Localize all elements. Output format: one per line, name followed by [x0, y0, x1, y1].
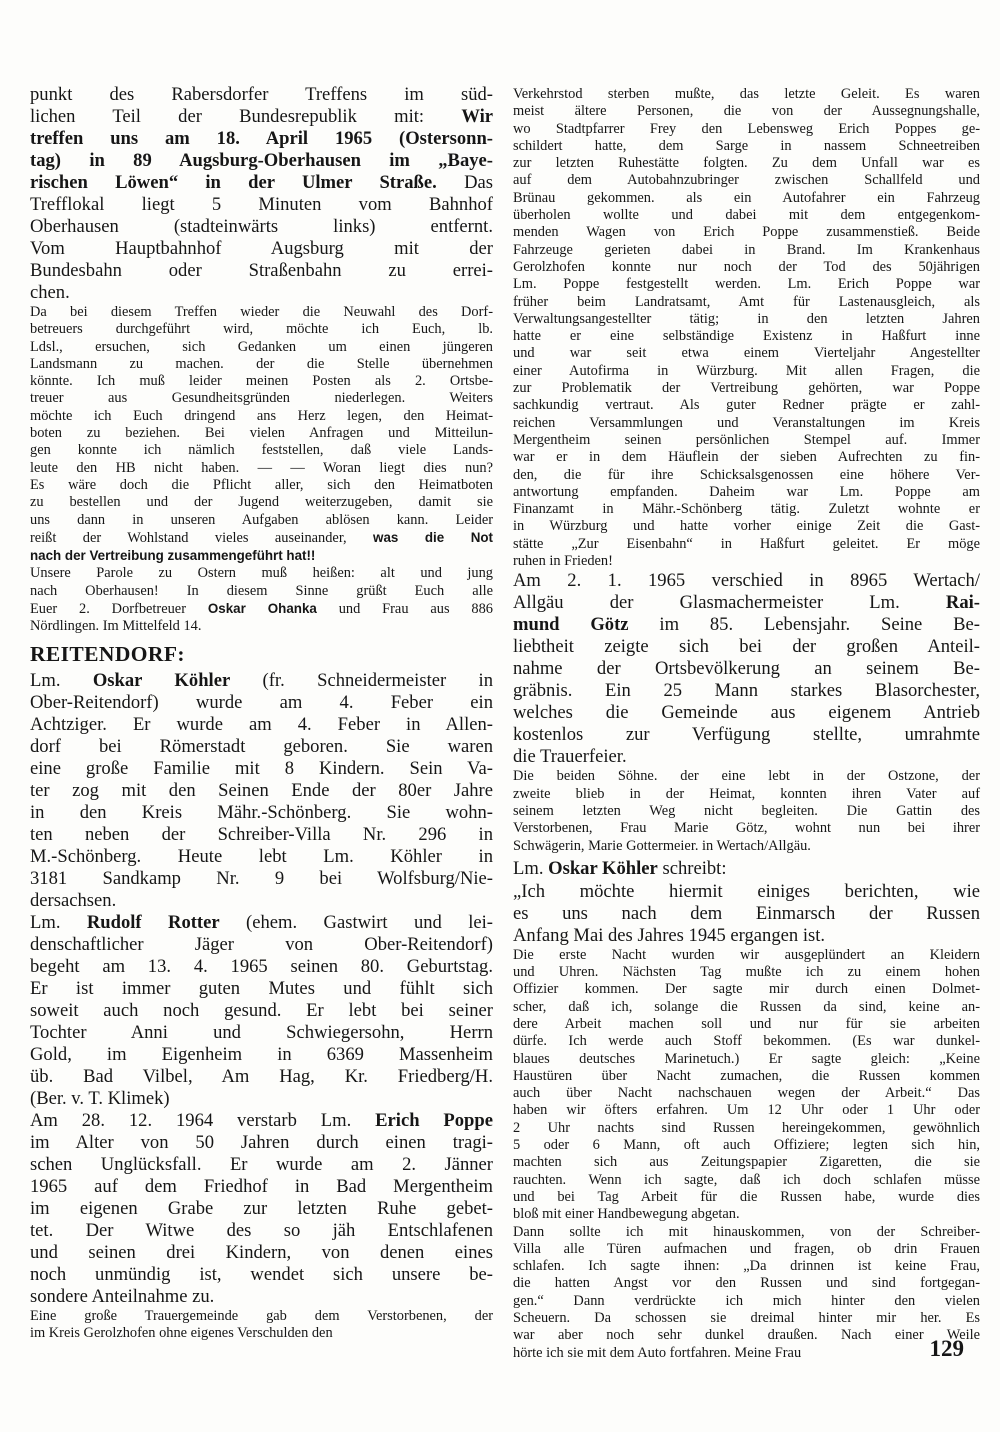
- text-run: reißt der Wohlstand vieles auseinander,: [30, 529, 374, 546]
- text-line: [513, 432, 980, 449]
- text-line: [513, 311, 980, 328]
- text-run: Gerolzhofen konnte nur noch der Tod des 50jährigen: [513, 258, 980, 275]
- text-line: [513, 1137, 980, 1154]
- text-run: 2 Uhr nachts sind Russen hereingekommen, gewöhnlich: [513, 1119, 980, 1136]
- text-run: auf dem Autobahnzubringer zwischen Schallfeld und: [513, 172, 980, 189]
- left-column: [30, 84, 493, 1342]
- text-run: Scheuern. Da schossen sie dreimal hinter mir her. Es: [513, 1310, 980, 1327]
- text-line: [513, 553, 980, 570]
- text-line: [30, 477, 493, 494]
- text-line: [513, 592, 980, 614]
- text-run: war aber noch sehr dunkel draußen. Nach einer Weile: [513, 1327, 980, 1344]
- text-run: bloß mit einer Handbewegung abgetan.: [513, 1206, 740, 1223]
- text-run: den, die für ihre Schicksalsgenossen eine höhere Ver-: [513, 466, 980, 483]
- text-line: [513, 1120, 980, 1137]
- text-run: Finanzamt in Mähr.-Schönberg tätig. Zuletzt wohnte er: [513, 501, 980, 518]
- text-run: Haustüren über Nacht zumachen, die Russen kommen: [513, 1067, 980, 1084]
- text-line: [30, 547, 493, 565]
- text-run: schreibt:: [657, 857, 727, 879]
- bold-text: mund Götz: [513, 614, 629, 636]
- section-heading: REITENDORF:: [30, 641, 185, 666]
- text-run: zweite blieb in der Heimat, konnten ihren Vater auf: [513, 785, 980, 802]
- text-line: [30, 106, 493, 128]
- text-line: [30, 956, 493, 978]
- text-run: (Ber. v. T. Klimek): [30, 1087, 170, 1109]
- text-run: Ldsl., ersuchen, sich Gedanken um einen jüngeren: [30, 338, 493, 355]
- paragraph: [30, 1308, 493, 1343]
- bold-text: Rudolf Rotter: [86, 911, 220, 933]
- text-line: [30, 194, 493, 216]
- text-line: [30, 339, 493, 356]
- text-line: [513, 172, 980, 189]
- text-run: gräbnis. Ein 25 Mann starkes Blasorchester,: [513, 680, 980, 702]
- page-number: 129: [929, 1336, 964, 1361]
- text-line: [30, 1044, 493, 1066]
- text-line: [30, 758, 493, 780]
- text-run: Die erste Nacht wurden wir ausgeplündert an Kleidern: [513, 946, 980, 963]
- text-run: im eigenen Grabe zur letzten Ruhe gebet-: [30, 1197, 493, 1219]
- text-line: [513, 501, 980, 518]
- text-line: [513, 467, 980, 484]
- paragraph: [30, 565, 493, 635]
- text-line: [30, 670, 493, 692]
- text-line: [513, 155, 980, 172]
- text-run: Ober-Reitendorf) wurde am 4. Feber ein: [30, 691, 493, 713]
- text-run: sachkundig vertraut. Als guter Redner prägte er zahl-: [513, 397, 980, 414]
- paragraph: [30, 670, 493, 912]
- text-run: Villa alle Türen aufmachen und fragen, ob drin Frauen: [513, 1240, 980, 1257]
- text-line: [513, 857, 980, 881]
- text-run: hatte er eine selbständige Existenz in Haßfurt inne: [513, 328, 980, 345]
- text-line: [513, 1224, 980, 1241]
- text-line: [30, 802, 493, 824]
- text-line: [30, 1110, 493, 1132]
- text-line: [30, 934, 493, 956]
- text-run: es uns nach dem Einmarsch der Russen: [513, 902, 980, 924]
- text-line: [30, 890, 493, 912]
- text-run: Gold, im Eigenheim in 6369 Massenheim: [30, 1043, 493, 1065]
- text-line: [30, 1198, 493, 1220]
- text-line: [30, 692, 493, 714]
- text-run: (ehem. Gastwirt und lei-: [219, 911, 493, 933]
- text-run: gen konnte ich nämlich feststellen, daß viele Lands-: [30, 442, 493, 459]
- text-run: ruhen in Frieden!: [513, 553, 613, 570]
- text-line: [513, 1102, 980, 1119]
- text-run: „Ich möchte hiermit einiges berichten, wie: [513, 880, 980, 902]
- bold-text: treffen uns am 18. April 1965 (Ostersonn-: [30, 128, 493, 149]
- text-run: scher, daß ich, solange die Russen da sind, keine an-: [513, 998, 980, 1015]
- text-line: [513, 484, 980, 501]
- text-line: [513, 746, 980, 768]
- text-run: tet. Der Witwe des so jäh Entschlafenen: [30, 1219, 493, 1241]
- text-line: [30, 846, 493, 868]
- text-line: [513, 536, 980, 553]
- text-run: dürfe. Ich werde auch Stoff bekommen. (Es war dunkel-: [513, 1033, 980, 1050]
- text-line: [30, 304, 493, 321]
- text-line: [30, 565, 493, 582]
- text-run: Unsere Parole zu Ostern muß heißen: alt und jung: [30, 565, 493, 582]
- bold-text: Erich Poppe: [375, 1109, 493, 1131]
- text-line: [30, 1154, 493, 1176]
- paragraph: [513, 857, 980, 881]
- text-run: und Uhren. Nächsten Tag mußte ich zu einem hohen: [513, 964, 980, 981]
- text-run: auch über Nacht nachschauen wegen der Arbeit.“ Das: [513, 1085, 980, 1102]
- text-line: [30, 373, 493, 390]
- text-run: Am 2. 1. 1965 verschied in 8965 Wertach/: [513, 570, 980, 592]
- text-line: [513, 294, 980, 311]
- bold-text: Wir: [461, 106, 493, 127]
- text-line: [513, 103, 980, 120]
- text-run: die hatten Angst vor den Russen und sind fortgegan-: [513, 1275, 980, 1292]
- text-run: in Würzburg und hatte vorher einige Zeit die Gast-: [513, 518, 980, 535]
- text-run: war er in dem Häuflein der sieben Aufrechten zu fin-: [513, 449, 980, 466]
- text-run: im Kreis Gerolzhofen ohne eigenes Verschulden den: [30, 1324, 333, 1341]
- text-run: Lm.: [30, 911, 87, 933]
- text-run: dersachsen.: [30, 889, 117, 911]
- text-line: [30, 408, 493, 425]
- text-line: [513, 820, 980, 837]
- text-run: zur Problematik der Vertreibung gehörten, war Poppe: [513, 380, 980, 397]
- text-line: [30, 216, 493, 238]
- text-line: [513, 786, 980, 803]
- text-line: [513, 1310, 980, 1327]
- text-line: [513, 259, 980, 276]
- text-line: [513, 86, 980, 103]
- text-line: [30, 172, 493, 194]
- text-line: [513, 1172, 980, 1189]
- text-run: zur letzten Ruhestätte folgten. Zu dem Unfall war es: [513, 155, 980, 172]
- text-line: [513, 1085, 980, 1102]
- text-line: [513, 224, 980, 241]
- text-line: [30, 1264, 493, 1286]
- text-run: meist ältere Personen, die von der Aussegnungshalle,: [513, 103, 980, 120]
- text-line: [513, 636, 980, 658]
- text-line: [30, 978, 493, 1000]
- text-run: stätte „Zur Eisenbahn“ in Haßfurt geleitet. Er möge: [513, 535, 980, 552]
- text-line: [30, 512, 493, 529]
- text-run: Anfang Mai des Jahres 1945 ergangen ist.: [513, 924, 826, 946]
- text-run: schlafen. Ich sagte ihnen: „Da drinnen ist keine Frau,: [513, 1258, 980, 1275]
- text-run: einer Autofirma in Würzburg. Mit allen Fragen, die: [513, 362, 980, 379]
- text-line: [513, 1189, 980, 1206]
- text-run: haben wir öfters erfahren. Um 12 Uhr oder 1 Uhr oder: [513, 1102, 980, 1119]
- text-run: lichen Teil der Bundesrepublik mit:: [30, 106, 462, 127]
- text-line: [513, 518, 980, 535]
- text-line: [30, 150, 493, 172]
- text-run: denschaftlicher Jäger von Ober-Reitendorf): [30, 933, 493, 955]
- text-run: 5 oder 6 Mann, oft auch Offiziere; legten sich hin,: [513, 1137, 980, 1154]
- text-run: schen Unglücksfall. Er wurde am 2. Jänner: [30, 1153, 493, 1175]
- paragraph: [513, 570, 980, 768]
- text-line: [30, 84, 493, 106]
- text-line: [30, 390, 493, 407]
- text-line: [30, 1242, 493, 1264]
- text-line: [30, 912, 493, 934]
- text-line: [513, 1345, 980, 1362]
- text-run: sondere Anteilnahme zu.: [30, 1285, 215, 1307]
- text-run: seinem letzten Weg nicht begleiten. Die Gattin des: [513, 802, 980, 819]
- text-line: [513, 903, 980, 925]
- text-line: [513, 138, 980, 155]
- bold-text: Oskar Ohanka: [207, 601, 317, 617]
- text-run: überholen wollte und dabei mit dem entgegenkom-: [513, 207, 980, 224]
- text-line: [513, 999, 980, 1016]
- text-run: boten zu beziehen. Bei vielen Anfragen und Mitteilun-: [30, 425, 493, 442]
- text-line: [513, 925, 980, 947]
- text-line: [30, 460, 493, 477]
- text-line: [30, 780, 493, 802]
- text-run: leute den HB nicht haben. — — Woran liegt dies nun?: [30, 459, 493, 476]
- text-run: (fr. Schneidermeister in: [230, 669, 493, 691]
- text-line: [513, 1206, 980, 1223]
- text-line: [30, 583, 493, 600]
- text-line: [30, 494, 493, 511]
- text-run: kostenlos zur Verfügung stellte, umrahmte: [513, 724, 980, 746]
- text-line: [30, 1022, 493, 1044]
- paragraph: [513, 947, 980, 1224]
- text-run: rauchten. Wenn ich sagte, daß ich doch schlafen müsse: [513, 1171, 980, 1188]
- text-run: dorf bei Römerstadt geboren. Sie waren: [30, 735, 493, 757]
- text-line: [30, 618, 493, 635]
- text-line: [513, 276, 980, 293]
- text-line: [30, 442, 493, 459]
- text-run: Schwägerin, Marie Gottermeier. in Wertach/Allgäu.: [513, 837, 811, 854]
- text-run: möchte ich Euch dringend ans Herz legen, den Heimat-: [30, 407, 493, 424]
- text-run: Lm.: [513, 857, 549, 879]
- text-line: [30, 1066, 493, 1088]
- text-line: [513, 1258, 980, 1275]
- text-run: Oberhausen (stadteinwärts links) entfernt.: [30, 216, 493, 237]
- text-run: reichen Versammlungen und Veranstaltungen im Kreis: [513, 414, 980, 431]
- text-run: im 85. Lebensjahr. Seine Be-: [628, 614, 980, 636]
- text-line: [513, 328, 980, 345]
- text-run: Am 28. 12. 1964 verstarb Lm.: [30, 1109, 376, 1131]
- text-line: [30, 736, 493, 758]
- text-run: Euer 2. Dorfbetreuer: [30, 601, 208, 618]
- text-run: nach Oberhausen! In diesem Sinne grüßt Euch alle: [30, 582, 493, 599]
- text-run: und bei Tag Arbeit für die Russen habe, wurde dies: [513, 1188, 980, 1205]
- text-line: [30, 529, 493, 547]
- text-line: [30, 1308, 493, 1325]
- text-run: im Alter von 50 Jahren durch einen tragi-: [30, 1131, 493, 1153]
- text-run: Bundesbahn oder Straßenbahn zu errei-: [30, 260, 493, 281]
- text-line: [30, 356, 493, 373]
- text-run: eine große Familie mit 8 Kindern. Sein Va-: [30, 757, 493, 779]
- text-run: ten neben der Schreiber-Villa Nr. 296 in: [30, 823, 493, 845]
- text-line: [30, 1286, 493, 1308]
- text-line: [30, 282, 493, 304]
- bold-text: Rai-: [945, 592, 980, 614]
- text-run: Dann sollte ich mit hinauskommen, von der Schreiber-: [513, 1223, 980, 1240]
- text-run: Da bei diesem Treffen wieder die Neuwahl des Dorf-: [30, 304, 493, 320]
- text-run: liebtheit zeigte sich bei der großen Anteil-: [513, 636, 980, 658]
- text-line: [513, 121, 980, 138]
- bold-text: nach der Vertreibung zusammengeführt hat!!: [30, 548, 316, 564]
- text-run: Achtziger. Er wurde am 4. Feber in Allen-: [30, 713, 493, 735]
- text-line: [30, 321, 493, 338]
- text-run: welches die Gemeinde aus eigenem Antrieb: [513, 702, 980, 724]
- paragraph: [513, 881, 980, 947]
- text-line: [513, 1016, 980, 1033]
- text-run: hörte ich sie mit dem Auto fortfahren. Meine Frau: [513, 1344, 802, 1361]
- text-run: schildert hatte, dem Sarge in nassem Schneetreiben: [513, 137, 980, 154]
- text-line: [513, 1241, 980, 1258]
- text-run: Tochter Anni und Schwiegersohn, Herrn: [30, 1021, 493, 1043]
- text-run: Das: [436, 172, 493, 193]
- text-run: menden Wagen von Erich Poppe zusammenstieß. Beide: [513, 224, 980, 241]
- text-line: [513, 1154, 980, 1171]
- text-run: und seinen drei Kindern, von denen eines: [30, 1241, 493, 1263]
- text-run: früher beim Landratsamt, Amt für Lastenausgleich, als: [513, 293, 980, 310]
- text-line: [513, 415, 980, 432]
- text-run: wo Stadtpfarrer Frey den Lebensweg Erich Poppes ge-: [513, 120, 980, 137]
- bold-text: tag) in 89 Augsburg-Oberhausen im „Baye-: [30, 150, 493, 171]
- text-line: [513, 838, 980, 855]
- text-run: Verkehrstod sterben mußte, das letzte Geleit. Es waren: [513, 86, 980, 102]
- text-line: [30, 1088, 493, 1110]
- text-line: [513, 724, 980, 746]
- text-run: Trefflokal liegt 5 Minuten vom Bahnhof: [30, 194, 493, 215]
- text-run: Fahrzeuge gerieten dabei in Brand. Im Krankenhaus: [513, 241, 980, 258]
- text-line: [513, 881, 980, 903]
- text-run: Offizier kommen. Der sagte mir durch einen Dolmet-: [513, 981, 980, 998]
- text-line: [513, 702, 980, 724]
- right-column: [513, 86, 980, 1362]
- text-line: [513, 658, 980, 680]
- text-run: treuer aus Gesundheitsgründen niederlegen. Weiters: [30, 390, 493, 407]
- text-run: Landsmann zu machen. der die Stelle übernehmen: [30, 355, 493, 372]
- text-run: betreuers durchgeführt wird, möchte ich Euch, lb.: [30, 321, 493, 338]
- paragraph: [513, 86, 980, 570]
- text-run: Vom Hauptbahnhof Augsburg mit der: [30, 238, 493, 259]
- text-run: Er ist immer guten Mutes und fühlt sich: [30, 977, 493, 999]
- text-line: [513, 345, 980, 362]
- text-run: soweit auch noch gesund. Er lebt bei seiner: [30, 999, 493, 1021]
- text-run: M.-Schönberg. Heute lebt Lm. Köhler in: [30, 845, 493, 867]
- text-line: [513, 947, 980, 964]
- text-line: [513, 614, 980, 636]
- text-line: [30, 1325, 493, 1342]
- text-line: [513, 397, 980, 414]
- text-run: antwortung empfanden. Daheim war Lm. Poppe am: [513, 483, 980, 500]
- text-line: [30, 1000, 493, 1022]
- text-line: [513, 1293, 980, 1310]
- text-run: Die beiden Söhne. der eine lebt in der Ostzone, der: [513, 768, 980, 785]
- text-line: [30, 425, 493, 442]
- text-line: [30, 260, 493, 282]
- text-run: Lm. Poppe festgestellt werden. Lm. Erich Poppe war: [513, 276, 980, 293]
- bold-text: rischen Löwen“ in der Ulmer Straße.: [30, 172, 437, 193]
- text-line: [513, 570, 980, 592]
- text-run: die Trauerfeier.: [513, 746, 627, 768]
- text-run: üb. Bad Vilbel, Am Hag, Kr. Friedberg/H.: [30, 1065, 493, 1087]
- paragraph: [30, 1110, 493, 1308]
- text-run: 1965 auf dem Friedhof in Bad Mergentheim: [30, 1175, 493, 1197]
- text-line: [30, 868, 493, 890]
- text-line: [513, 981, 980, 998]
- text-line: [513, 680, 980, 702]
- text-run: zu bestellen und der Jugend weiterzugeben, damit sie: [30, 494, 493, 511]
- text-run: Brünau gekommen. als ein Autofahrer ein Fahrzeug: [513, 189, 980, 206]
- text-line: [513, 380, 980, 397]
- paragraph: [513, 768, 980, 854]
- text-run: begeht am 13. 4. 1965 seinen 80. Geburtstag.: [30, 955, 493, 977]
- text-run: ter zog mit den Seinen Ende der 80er Jahre: [30, 779, 493, 801]
- text-run: gen.“ Dann verdrückte ich mich hinter den vielen: [513, 1292, 980, 1309]
- paragraph: [30, 84, 493, 304]
- paragraph: [513, 1224, 980, 1362]
- text-run: Nördlingen. Im Mittelfeld 14.: [30, 618, 202, 635]
- text-run: könnte. Ich muß leider meinen Posten als 2. Ortsbe-: [30, 373, 493, 390]
- text-run: und Frau aus 886: [316, 601, 494, 618]
- text-run: Eine große Trauergemeinde gab dem Verstorbenen, der: [30, 1307, 493, 1324]
- text-line: [30, 238, 493, 260]
- text-run: blaues deutsches Marinetuch.) Er sagte gleich: „Keine: [513, 1050, 980, 1067]
- bold-text: was die Not: [373, 529, 493, 545]
- text-line: [30, 1132, 493, 1154]
- text-line: [513, 1327, 980, 1344]
- text-line: [513, 1275, 980, 1292]
- text-run: und war seit etwa einem Vierteljahr Angestellter: [513, 345, 980, 362]
- text-run: in den Kreis Mähr.-Schönberg. Sie wohn-: [30, 801, 493, 823]
- text-line: [30, 1176, 493, 1198]
- text-line: [513, 207, 980, 224]
- text-line: [30, 714, 493, 736]
- text-line: [513, 1051, 980, 1068]
- paragraph: [30, 912, 493, 1110]
- text-run: chen.: [30, 282, 70, 303]
- bold-text: Oskar Köhler: [548, 857, 658, 879]
- text-run: nahme der Ortsbevölkerung an seinem Be-: [513, 658, 980, 680]
- text-line: [30, 600, 493, 618]
- text-line: [513, 363, 980, 380]
- text-line: [513, 1033, 980, 1050]
- text-line: [30, 1220, 493, 1242]
- text-line: [513, 964, 980, 981]
- paragraph: [30, 304, 493, 565]
- text-run: Es wäre doch die Pflicht aller, sich den Heimatboten: [30, 476, 493, 493]
- bold-text: Oskar Köhler: [92, 669, 231, 691]
- text-run: machten sich aus Zeitungspapier Zigaretten, die sie: [513, 1154, 980, 1171]
- text-run: 3181 Sandkamp Nr. 9 bei Wolfsburg/Nie-: [30, 867, 493, 889]
- text-run: uns dann in unseren Aufgaben ablösen kann. Leider: [30, 511, 493, 528]
- text-line: [513, 190, 980, 207]
- text-run: punkt des Rabersdorfer Treffens im süd-: [30, 84, 493, 105]
- text-run: Verwaltungsangestellter tätig; in den letzten Jahren: [513, 310, 980, 327]
- text-run: Mergentheim seinen persönlichen Stempel auf. Immer: [513, 431, 980, 448]
- text-line: [513, 1068, 980, 1085]
- text-line: [30, 824, 493, 846]
- text-run: dere Arbeit machen soll und nur für sie arbeiten: [513, 1015, 980, 1032]
- text-run: noch unmündig ist, wendet sich unsere be-: [30, 1263, 493, 1285]
- text-line: [30, 128, 493, 150]
- text-run: Verstorbenen, Frau Marie Götz, wohnt nun bei ihrer: [513, 820, 980, 837]
- text-line: [513, 449, 980, 466]
- text-line: [513, 803, 980, 820]
- text-line: [513, 242, 980, 259]
- text-run: Lm.: [30, 669, 93, 691]
- text-run: Allgäu der Glasmachermeister Lm.: [513, 592, 946, 614]
- text-line: [513, 768, 980, 785]
